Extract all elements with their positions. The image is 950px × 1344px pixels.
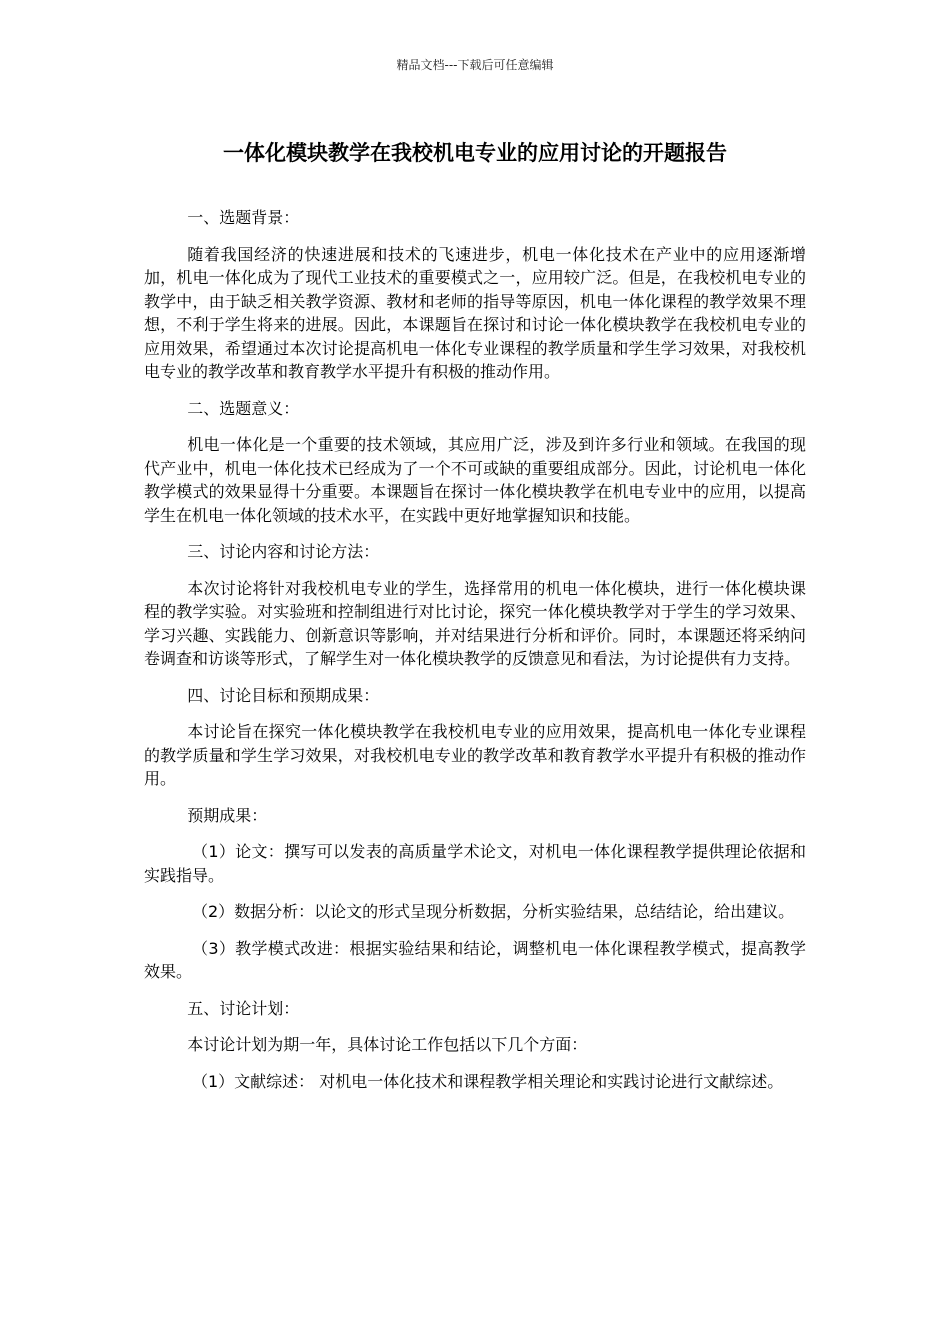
list-item-teaching-improvement: （3）教学模式改进：根据实验结果和结论，调整机电一体化课程教学模式，提高教学效果。 <box>144 938 806 981</box>
section-heading-significance: 二、选题意义： <box>187 398 300 418</box>
document-title: 一体化模块教学在我校机电专业的应用讨论的开题报告 <box>223 141 727 165</box>
header-note: 精品文档---下载后可任意编辑 <box>396 58 554 72</box>
subheading-expected-results: 预期成果： <box>187 805 268 825</box>
paragraph-significance: 机电一体化是一个重要的技术领域，其应用广泛，涉及到许多行业和领域。在我国的现代产业中，机电一体化技术已经成为了一个不可或缺的重要组成部分。因此，讨论机电一体化教学模式的效果显得十分重要。本课题旨在探讨一体化模块教学在机电专业中的应用，以提高学生在机电一体化领域的技术水平，在实践中更好地掌握知识和技能。 <box>144 435 806 525</box>
paragraph-background: 随着我国经济的快速进展和技术的飞速进步，机电一体化技术在产业中的应用逐渐增加，机电一体化成为了现代工业技术的重要模式之一，应用较广泛。但是，在我校机电专业的教学中，由于缺乏相关教学资源、教材和老师的指导等原因，机电一体化课程的教学效果不理想，不利于学生将来的进展。因此，本课题旨在探讨和讨论一体化模块教学在我校机电专业的应用效果，希望通过本次讨论提高机电一体化专业课程的教学质量和学生学习效果，对我校机电专业的教学改革和教育教学水平提升有积极的推动作用。 <box>144 244 806 381</box>
list-item-paper: （1）论文：撰写可以发表的高质量学术论文，对机电一体化课程教学提供理论依据和实践指导。 <box>144 842 806 885</box>
paragraph-plan: 本讨论计划为期一年，具体讨论工作包括以下几个方面： <box>187 1035 588 1054</box>
paragraph-content-method: 本次讨论将针对我校机电专业的学生，选择常用的机电一体化模块，进行一体化模块课程的教学实验。对实验班和控制组进行对比讨论，探究一体化模块教学对于学生的学习效果、学习兴趣、实践能力、创新意识等影响，并对结果进行分析和评价。同时，本课题还将采纳问卷调查和访谈等形式，了解学生对一体化模块教学的反馈意见和看法，为讨论提供有力支持。 <box>144 578 806 668</box>
list-item-data-analysis: （2）数据分析：以论文的形式呈现分析数据，分析实验结果，总结结论，给出建议。 <box>192 902 795 921</box>
section-heading-goals: 四、讨论目标和预期成果： <box>187 685 380 705</box>
paragraph-goals: 本讨论旨在探究一体化模块教学在我校机电专业的应用效果，提高机电一体化专业课程的教学质量和学生学习效果，对我校机电专业的教学改革和教育教学水平提升有积极的推动作用。 <box>144 722 806 788</box>
section-heading-background: 一、选题背景： <box>187 208 300 227</box>
list-item-literature-review: （1）文献综述： 对机电一体化技术和课程教学相关理论和实践讨论进行文献综述。 <box>192 1071 784 1091</box>
section-heading-plan: 五、讨论计划： <box>187 998 300 1018</box>
document-body <box>144 206 806 1106</box>
section-heading-content-method: 三、讨论内容和讨论方法： <box>187 542 380 561</box>
